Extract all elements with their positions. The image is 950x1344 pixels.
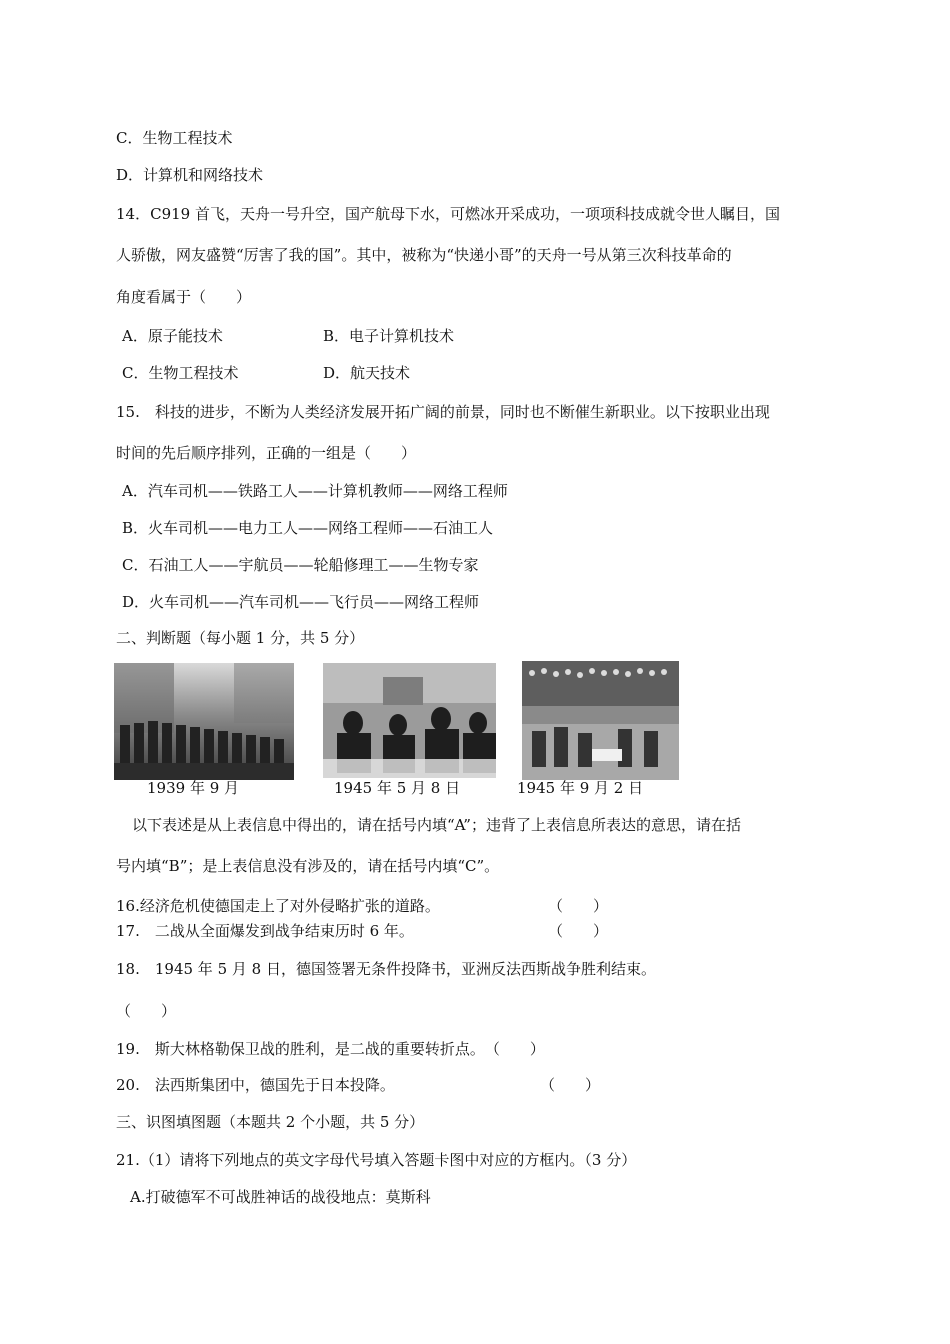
question-15-option-d: D．火车司机——汽车司机——飞行员——网络工程师 [122, 593, 480, 611]
photo-troops-1939 [114, 663, 294, 780]
question-14-line-3: 角度看属于（ ） [116, 288, 252, 306]
question-15-option-c: C．石油工人——宇航员——轮船修理工——生物专家 [122, 556, 479, 574]
question-16-answer-blank[interactable]: （ ） [548, 897, 609, 915]
question-21-part-1: 21.（1）请将下列地点的英文字母代号填入答题卡图中对应的方框内。（3 分） [116, 1151, 637, 1169]
question-14-option-c: C．生物工程技术 [122, 364, 239, 382]
question-18: 18. 1945 年 5 月 8 日，德国签署无条件投降书，亚洲反法西斯战争胜利结束。 [116, 960, 656, 978]
question-16: 16.经济危机使德国走上了对外侵略扩张的道路。 [116, 897, 440, 915]
caption-1945-september-2: 1945 年 9 月 2 日 [517, 779, 644, 797]
section-3-heading: 三、识图填图题（本题共 2 个小题，共 5 分） [116, 1113, 425, 1131]
instructions-line-1: 以下表述是从上表信息中得出的，请在括号内填“A”；违背了上表信息所表达的意思，请在括 [132, 816, 741, 834]
photo-surrender-signing-1945-may [323, 663, 496, 778]
question-18-answer-blank[interactable]: （ ） [116, 1002, 177, 1020]
caption-1945-may-8: 1945 年 5 月 8 日 [334, 779, 461, 797]
question-14-option-a: A．原子能技术 [122, 327, 223, 345]
question-14-option-b: B．电子计算机技术 [323, 327, 455, 345]
photo-ceremony-svg [522, 661, 679, 780]
question-15-option-b: B．火车司机——电力工人——网络工程师——石油工人 [122, 519, 494, 537]
question-14-option-d: D．航天技术 [323, 364, 411, 382]
question-19: 19. 斯大林格勒保卫战的胜利，是二战的重要转折点。 （ ） [116, 1040, 545, 1058]
photo-troops-svg [114, 663, 294, 780]
caption-1939-september: 1939 年 9 月 [147, 779, 240, 797]
section-2-heading: 二、判断题（每小题 1 分，共 5 分） [116, 629, 365, 647]
question-17: 17. 二战从全面爆发到战争结束历时 6 年。 [116, 922, 414, 940]
photo-surrender-ceremony-1945-sept [522, 661, 679, 780]
question-21-option-a: A.打破德军不可战胜神话的战役地点：莫斯科 [130, 1188, 431, 1206]
option-c-line: C．生物工程技术 [116, 129, 233, 147]
option-d-line: D．计算机和网络技术 [116, 166, 264, 184]
question-20: 20. 法西斯集团中，德国先于日本投降。 [116, 1076, 395, 1094]
instructions-line-2: 号内填“B”；是上表信息没有涉及的，请在括号内填“C”。 [116, 857, 500, 875]
question-15-option-a: A．汽车司机——铁路工人——计算机教师——网络工程师 [122, 482, 508, 500]
question-20-answer-blank[interactable]: （ ） [540, 1076, 601, 1094]
question-15-line-2: 时间的先后顺序排列，正确的一组是（ ） [116, 444, 417, 462]
question-14-line-1: 14．C919 首飞，天舟一号升空，国产航母下水，可燃冰开采成功，一项项科技成就令世人瞩目，国 [116, 205, 780, 223]
question-15-line-1: 15. 科技的进步，不断为人类经济发展开拓广阔的前景，同时也不断催生新职业。以下按职业出现 [116, 403, 770, 421]
photo-signing-svg [323, 663, 496, 778]
question-17-answer-blank[interactable]: （ ） [548, 922, 609, 940]
question-14-line-2: 人骄傲，网友盛赞“厉害了我的国”。其中，被称为“快递小哥”的天舟一号从第三次科技革命的 [116, 246, 732, 264]
